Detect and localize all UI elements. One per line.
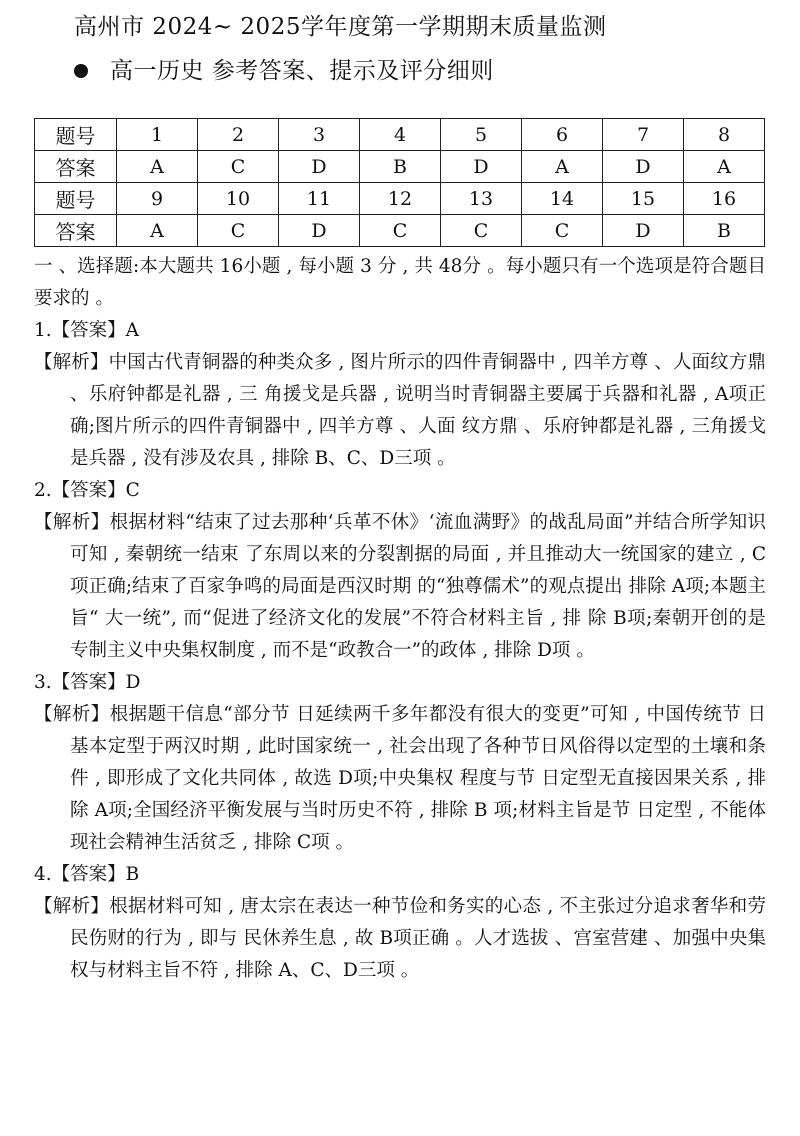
table-cell: C [198, 151, 279, 183]
table-cell: 7 [603, 119, 684, 151]
table-cell: 12 [360, 183, 441, 215]
table-cell: D [603, 215, 684, 247]
table-cell: A [117, 215, 198, 247]
document-title: 高州市 2024~ 2025学年度第一学期期末质量监测 [74, 14, 607, 40]
table-cell: D [279, 215, 360, 247]
table-cell: B [684, 215, 765, 247]
table-row [35, 183, 765, 215]
question-1-answer: 1.【答案】A [34, 320, 140, 341]
table-cell: 1 [117, 119, 198, 151]
table-cell: 13 [441, 183, 522, 215]
table-row [35, 151, 765, 183]
table-cell: C [522, 215, 603, 247]
table-cell: A [117, 151, 198, 183]
table-row-header: 题号 [35, 119, 117, 151]
question-2-answer: 2.【答案】C [34, 480, 140, 501]
question-1-analysis: 【解析】中国古代青铜器的种类众多 , 图片所示的四件青铜器中 , 四羊方尊 、人面纹方鼎 、乐府钟都是礼器 , 三 角援戈是兵器 , 说明当时青铜器主要属于兵器和礼器 , A项正确;图片所示的四件青铜器中 , 四羊方尊 、人面 纹方鼎 、乐府钟都是礼器 , 三角援戈是兵器 , 没有涉及农具 , 排除 B、C、D三项 。 [34, 352, 766, 469]
table-row [35, 119, 765, 151]
table-cell: C [360, 215, 441, 247]
table-row-header: 答案 [35, 151, 117, 183]
table-cell: 4 [360, 119, 441, 151]
table-cell: 15 [603, 183, 684, 215]
table-cell: D [279, 151, 360, 183]
table-cell: D [603, 151, 684, 183]
table-cell: D [441, 151, 522, 183]
subtitle-row [74, 54, 772, 88]
table-cell: 10 [198, 183, 279, 215]
question-3-analysis: 【解析】根据题干信息“部分节 日延续两千多年都没有很大的变更”可知 , 中国传统节 日基本定型于两汉时期 , 此时国家统一 , 社会出现了各种节日风俗得以定型的土壤和条件 , 即形成了文化共同体 , 故选 D项;中央集权 程度与节 日定型无直接因果关系 , 排除 A项;全国经济平衡发展与当时历史不符 , 排除 B 项;材料主旨是节 日定型 , 不能体现社会精神生活贫乏 , 排除 C项 。 [34, 704, 766, 853]
table-cell: B [360, 151, 441, 183]
question-4-answer: 4.【答案】B [34, 864, 140, 885]
question-2-analysis: 【解析】根据材料“结束了过去那种‘兵革不休》‘流血满野》的战乱局面”并结合所学知识可知 , 秦朝统一结束 了东周以来的分裂割据的局面 , 并且推动大一统国家的建立 , C 项正确;结束了百家争鸣的局面是西汉时期 的“独尊儒术”的观点提出 排除 A项;本题主旨“ 大一统”, 而“促进了经济文化的发展”不符合材料主旨 , 排 除 B项;秦朝开创的是专制主义中央集权制度 , 而不是“政教合一”的政体 , 排除 D项 。 [34, 512, 766, 661]
table-row-header: 答案 [35, 215, 117, 247]
table-row [35, 215, 765, 247]
table-cell: 3 [279, 119, 360, 151]
table-cell: A [684, 151, 765, 183]
table-cell: C [441, 215, 522, 247]
table-cell: 8 [684, 119, 765, 151]
question-3-answer: 3.【答案】D [34, 672, 141, 693]
section-intro: 一 、选择题:本大题共 16小题 , 每小题 3 分 , 共 48分 。每小题只有一个选项是符合题目要求的 。 [34, 256, 766, 309]
table-cell: A [522, 151, 603, 183]
table-cell: 11 [279, 183, 360, 215]
table-row-header: 题号 [35, 183, 117, 215]
table-cell: C [198, 215, 279, 247]
document-subtitle: 高一历史 参考答案、提示及评分细则 [110, 58, 494, 84]
table-cell: 6 [522, 119, 603, 151]
answer-content [34, 251, 766, 987]
question-4-analysis: 【解析】根据材料可知 , 唐太宗在表达一种节俭和务实的心态 , 不主张过分追求奢华和劳民伤财的行为 , 即与 民休养生息 , 故 B项正确 。人才选拔 、宫室营建 、加强中央集权与材料主旨不符 , 排除 A、C、D三项 。 [34, 896, 766, 981]
table-cell: 2 [198, 119, 279, 151]
answer-table [34, 118, 765, 247]
table-cell: 16 [684, 183, 765, 215]
table-cell: 5 [441, 119, 522, 151]
bullet-icon [74, 64, 88, 78]
table-cell: 9 [117, 183, 198, 215]
table-cell: 14 [522, 183, 603, 215]
